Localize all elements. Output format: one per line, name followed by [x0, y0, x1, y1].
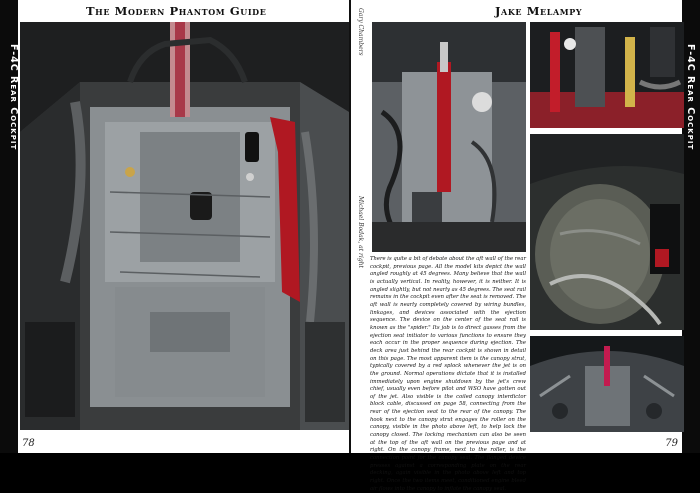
left-page-header: The Modern Phantom Guide: [86, 4, 267, 18]
left-side-tab: [0, 0, 18, 453]
rear-deck-photo: [530, 134, 684, 330]
right-side-tab: [682, 0, 700, 453]
cockpit-rear-view-image: [530, 336, 684, 432]
right-side-tab-label: F-4C Rear Cockpit: [685, 44, 696, 151]
aft-wall-image: [20, 22, 349, 430]
canopy-strut-image: [372, 22, 526, 252]
photo-credit-top: Gary Chambers: [357, 8, 364, 56]
canopy-lock-photo: [530, 22, 684, 128]
rear-deck-image: [530, 134, 684, 330]
canopy-strut-photo: [372, 22, 526, 252]
main-aft-wall-photo: [20, 22, 349, 430]
right-page-header: Jake Melampy: [495, 4, 583, 18]
canopy-lock-image: [530, 22, 684, 128]
left-page: [0, 0, 349, 453]
photo-credit-middle: Michael Bodak, at right: [357, 196, 364, 268]
article-body-text: There is quite a bit of debate about the aft wall of the rear cockpit, previous page. All the model kits depict the wall angled roughly at 45 degrees. Many believe that the wall is actually vertical. In reality, however, it is neither. It is angled slightly, but not nearly as 45 degrees. The seat rail remains in the cockpit even after the seat is removed. The aft wall is nearly completely covered by wiring bundles, linkages, and devices associated with the ejection sequence. The device on the center of the seat rail is known as the "spider." Its job is to direct gasses from the ejection seat initiator to various functions to ensure they each occur in the proper sequence during ejection. The deck area just behind the rear cockpit is shown in detail on this page. The most apparent item is the canopy strut, typically covered by a red splock whenever the jet is on the ground. Normal operations dictate that it is installed immediately upon engine shutdown by the jet's crew chief, usually even before pilot and WSO have gotten out of the jet. Also visible is the coiled canopy interdictor block cable, discussed on page 58, connecting from the rear of the ejection seat to the rear of the canopy. The hook next to the canopy strut engages the roller on the canopy, visible in the photo above left, to help lock the canopy closed. The locking mechanism can also be seen at the top of the aft wall on the previous page and at right. On the canopy frame, next to the roller, is the connection point for the canopy seal. The flanged device presses against a corresponding plate on the rear decking, again visible in the photo above left and top right. Once the two items meet, conditioned engine bleed air flows into the canopy to inflate the canopy seal.: [370, 256, 526, 492]
right-page-number: 79: [665, 438, 678, 449]
cockpit-rear-view-photo: [530, 336, 684, 432]
left-page-number: 78: [22, 438, 35, 449]
left-side-tab-label: F-4C Rear Cockpit: [8, 44, 19, 151]
